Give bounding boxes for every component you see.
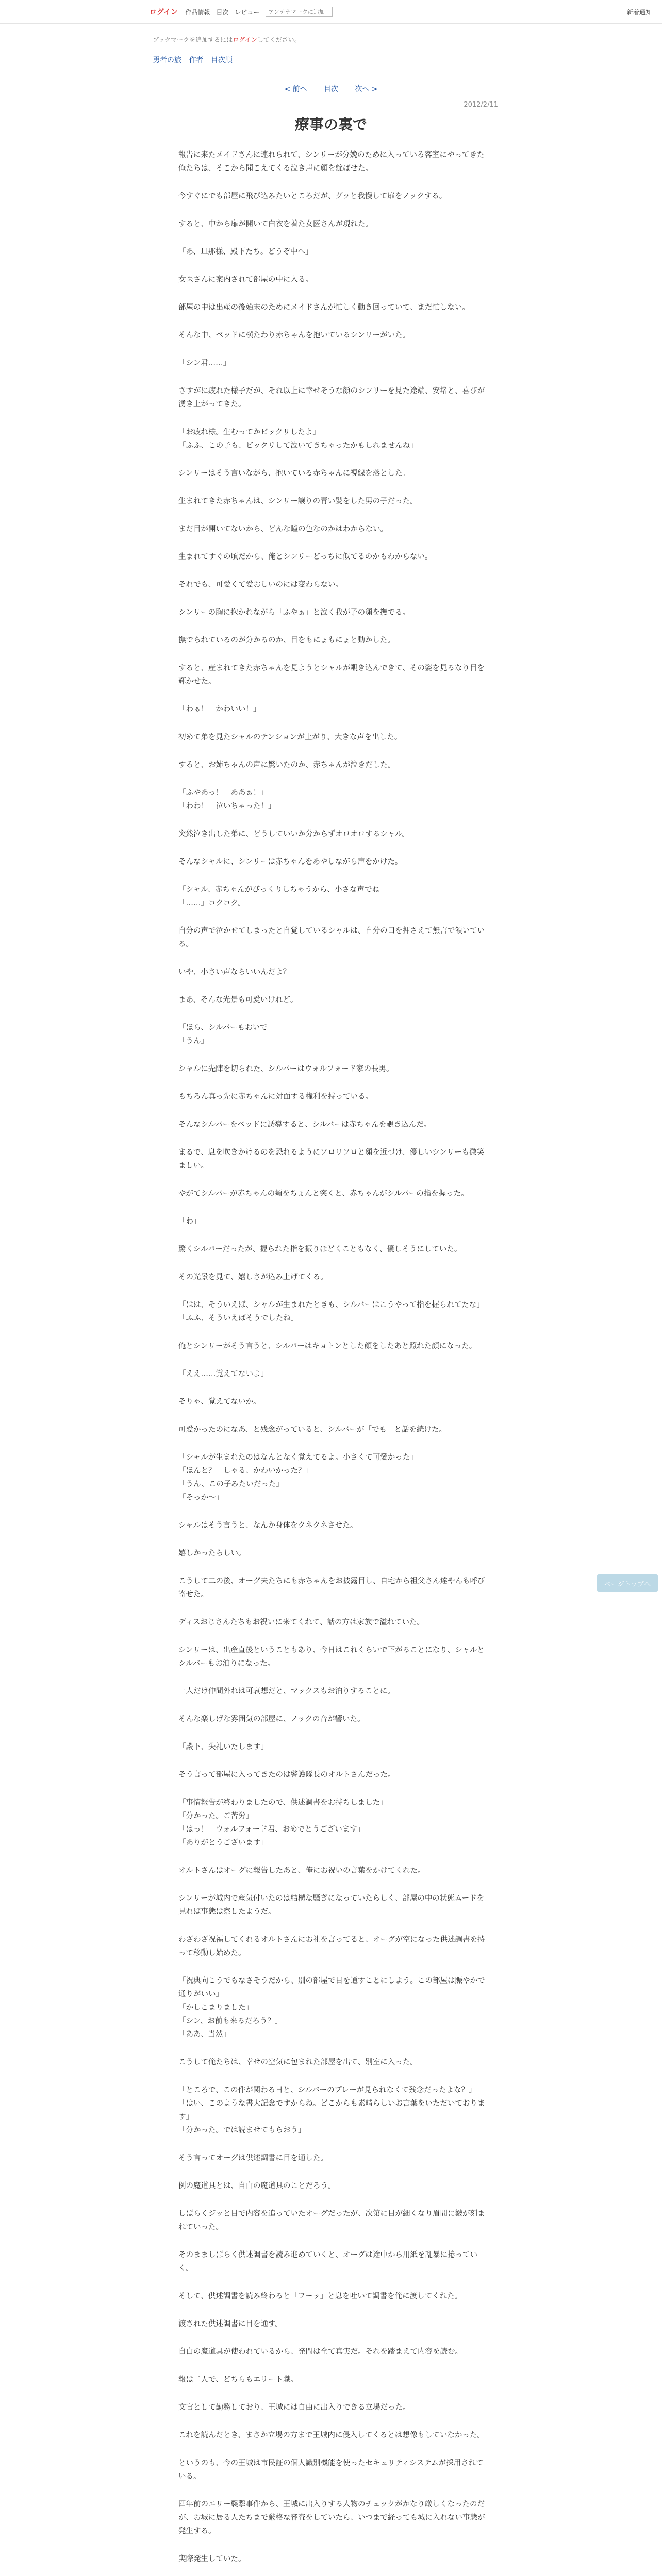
body-paragraph: 一人だけ仲間外れは可哀想だと、マックスもお泊りすることに。 [178,1687,395,1696]
body-paragraph: 突然泣き出した弟に、どうしていいか分からずオロオロするシャル。 [178,830,409,838]
body-paragraph: そんな中、ベッドに横たわり赤ちゃんを抱いているシンリーがいた。 [178,331,410,340]
body-paragraph: 「殿下、失礼いたします」 [178,1743,268,1751]
body-paragraph: 「祝典向こうでもなさそうだから、別の部屋で目を通すことにしよう。この部屋は賑やかで通りがいい」 「かしこまりました」 「シン、お前も来るだろう？」 「ああ、当然」 [178,1977,485,2039]
body-paragraph: 「あ、旦那様、殿下たち。どうぞ中へ」 [178,248,313,256]
body-paragraph: シャルに先陣を切られた、シルバーはウォルフォード家の長男。 [178,1065,394,1073]
body-paragraph: これを読んだとき、まさか立場の方まで王城内に侵入してくるとは想像もしていなかった。 [178,2431,485,2439]
body-paragraph: 「シャルが生まれたのはなんとなく覚えてるよ。小さくて可愛かった」 「ほんと？ しゃる、かわいかった？」 「うん、この子みたいだった」 「そっか～」 [178,1453,418,1502]
new-arrival-link[interactable]: 新着通知 [626,8,652,16]
body-paragraph: もちろん真っ先に赤ちゃんに対面する権利を持っている。 [178,1093,373,1101]
body-paragraph: シンリーは、出産直後ということもあり、今日はこれくらいで下がることになり、シャルとシルバーもお泊りになった。 [178,1646,485,1668]
body-paragraph: ディスおじさんたちもお祝いに来てくれて、話の方は家族で溢れていた。 [178,1618,425,1626]
body-paragraph: というのも、今の王城は市民証の個人識別機能を使ったセキュリティシステムが採用されている。 [178,2459,484,2481]
body-paragraph: 「ふやあっ！ ああぁ！」 「わわ！ 泣いちゃった！」 [178,789,276,810]
body-paragraph: 可愛かったのになあ、と残念がっていると、シルバーが「でも」と話を続けた。 [178,1426,447,1434]
body-paragraph: その光景を見て、嬉しさが込み上げてくる。 [178,1273,328,1281]
body-paragraph: こうして二の後、オーグ夫たちにも赤ちゃんをお披露目し、自宅から祖父さん達やんも呼び寄せた。 [178,1577,485,1599]
body-paragraph: 「シン君……」 [178,359,231,367]
chapter-pager [0,83,662,94]
body-paragraph: 嬉しかったらしい。 [178,1549,246,1557]
body-paragraph: シンリーが城内で産気付いたのは結構な騒ぎになっていたらしく、部屋の中の状態ムードを見れば事態は察したようだ。 [178,1894,485,1916]
body-paragraph: 報告に来たメイドさんに連れられて、シンリーが分娩のために入っている客室にやってきた俺たちは、そこから聞こえてくる泣き声に顔を綻ばせた。 [178,151,485,173]
body-paragraph: 「ほら、シルバーもおいで」 「うん」 [178,1024,275,1045]
body-paragraph: 「わぁ！ かわいい！」 [178,705,261,714]
body-paragraph: そう言って部屋に入ってきたのは警護隊長のオルトさんだった。 [178,1771,395,1779]
body-paragraph: 文官として勤務しており、王城には自由に出入りできる立場だった。 [178,2403,410,2412]
page-top-button[interactable]: ページトップへ [597,1574,658,1592]
prev-chapter-link[interactable]: < 前へ [284,85,307,93]
body-paragraph: 初めて弟を見たシャルのテンションが上がり、大きな声を出した。 [178,733,402,741]
body-paragraph: 「お疲れ様。生むってかビックリしたよ」 「ふふ、この子も、ビックリして泣いてきちゃったかもしれませんね」 [178,428,418,450]
body-paragraph: すると、中から扉が開いて白衣を着た女医さんが現れた。 [178,220,373,228]
body-paragraph: すると、お姉ちゃんの声に驚いたのか、赤ちゃんが泣きだした。 [178,761,395,769]
body-paragraph: そんなシルバーをベッドに誘導すると、シルバーは赤ちゃんを覗き込んだ。 [178,1121,432,1129]
body-paragraph: 生まれてきた赤ちゃんは、シンリー譲りの青い髪をした男の子だった。 [178,497,418,505]
body-paragraph: 例の魔道具とは、自白の魔道具のことだろう。 [178,2182,336,2190]
body-paragraph: 撫でられているのが分かるのか、目をもにょもにょと動かした。 [178,636,395,645]
body-paragraph: 「ところで、この件が関わる日と、シルバーのプレーが見られなくて残念だったよな？」 「はい、このような書大記念ですからね。どこからも素晴らしいお言葉をいただいております」 「分かった。では読ませてもらおう」 [178,2086,485,2134]
body-paragraph: そんな楽しげな雰囲気の部屋に、ノックの音が響いた。 [178,1715,365,1723]
body-paragraph: 自白の魔道具が使われているから、発問は全て真実だ。それを踏まえて内容を読む。 [178,2348,462,2356]
body-paragraph: 渡された供述調書に目を通す。 [178,2320,283,2328]
body-paragraph: 「シャル、赤ちゃんがびっくりしちゃうから、小さな声でね」 「……」コクコク。 [178,886,387,907]
body-paragraph: すると、産まれてきた赤ちゃんを見ようとシャルが覗き込んできて、その姿を見るなり目を輝かせた。 [178,664,485,686]
body-paragraph: そんなシャルに、シンリーは赤ちゃんをあやしながら声をかけた。 [178,858,403,866]
login-link[interactable]: ログイン [150,8,178,16]
series-nav [153,55,238,65]
body-paragraph: 女医さんに案内されて部屋の中に入る。 [178,276,313,284]
notice-login-link[interactable]: ログイン [233,36,257,43]
toc-order-link[interactable]: 目次順 [210,56,233,64]
top-bar-right [627,0,652,24]
body-paragraph: しばらくジッと目で内容を追っていたオーグだったが、次第に目が細くなり眉間に皺が刻まれていった。 [178,2210,485,2231]
body-paragraph: 今すぐにでも部屋に飛び込みたいところだが、グッと我慢して扉をノックする。 [178,192,447,200]
chapter-title: 療事の裏で [294,116,367,133]
publish-date: 2012/2/11 [464,101,498,109]
body-paragraph: 驚くシルバーだったが、握られた指を振りほどくこともなく、優しそうにしていた。 [178,1245,462,1253]
author-link[interactable]: 作者 [189,56,204,64]
toc-link[interactable]: 目次 [324,85,338,93]
body-paragraph: オルトさんはオーグに報告したあと、俺にお祝いの言葉をかけてくれた。 [178,1867,425,1875]
body-paragraph: まるで、息を吹きかけるのを恐れるようにソロリソロと顔を近づけ、優しいシンリーも微笑ましい。 [178,1148,485,1170]
body-paragraph: 「はは、そういえば、シャルが生まれたときも、シルバーはこうやって指を握られてたな」 「ふふ、そういえばそうでしたね」 [178,1301,484,1323]
body-paragraph: そして、供述調書を読み終わると「フーッ」と息を吐いて調書を俺に渡してくれた。 [178,2292,462,2300]
body-paragraph: シャルはそう言うと、なんか身体をクネクネさせた。 [178,1521,358,1530]
body-paragraph: さすがに疲れた様子だが、それ以上に幸せそうな顔のシンリーを見た途端、安堵と、喜びが湧き上がってきた。 [178,387,485,409]
body-paragraph: 「ええ……覚えてないよ」 [178,1370,268,1378]
body-paragraph: 俺とシンリーがそう言うと、シルバーはキョトンとした顔をしたあと照れた顔になった。 [178,1342,477,1350]
body-paragraph: 自分の声で泣かせてしまったと自覚しているシャルは、自分の口を押さえて無言で頷いている。 [178,927,485,948]
body-paragraph: 実際発生していた。 [178,2555,246,2563]
body-paragraph: 生まれてすぐの頃だから、俺とシンリーどっちに似てるのかもわからない。 [178,553,433,561]
body-paragraph: それでも、可愛くて愛おしいのには変わらない。 [178,581,343,589]
body-paragraph: シンリーの胸に抱かれながら「ふやぁ」と泣く我が子の顔を撫でる。 [178,608,410,617]
top-bar [0,0,662,24]
body-paragraph: いや、小さい声ならいいんだよ？ [178,968,291,976]
body-paragraph: 部屋の中は出産の後始末のためにメイドさんが忙しく動き回っていて、まだ忙しない。 [178,303,470,312]
nav-work-info[interactable]: 作品情報 [185,8,210,16]
body-paragraph: 「事情報告が終わりましたので、供述調書をお持ちしました」 「分かった。ご苦労」 「はっ！ ウォルフォード君、おめでとうございます」 「ありがとうございます」 [178,1799,388,1847]
chapter-body [178,148,488,2576]
body-paragraph: そのまましばらく供述調書を読み進めていくと、オーグは途中から用紙を乱暴に捲っていく。 [178,2251,477,2273]
bookmark-input[interactable] [266,7,333,17]
login-notice [153,35,301,44]
next-chapter-link[interactable]: 次へ > [355,85,378,93]
body-paragraph: まだ目が開いてないから、どんな瞳の色なのかはわからない。 [178,525,388,533]
body-paragraph: 報は二人で、どちらもエリート職。 [178,2376,298,2384]
nav-toc[interactable]: 目次 [216,8,229,16]
body-paragraph: そりゃ、覚えてないか。 [178,1398,261,1406]
nav-review[interactable]: レビュー [235,8,260,16]
series-title-link[interactable]: 勇者の旅 [153,56,181,64]
body-paragraph: 「わ」 [178,1217,201,1226]
body-paragraph: 四年前のエリー襲撃事件から、王城に出入りする人物のチェックがかなり厳しくなったのだが、お城に居る人たちまで厳格な審査をしていたら、いつまで経っても城に入れない事態が発生する。 [178,2500,485,2535]
notice-prefix: ブックマークを追加するには [153,36,233,43]
body-paragraph: やがてシルバーが赤ちゃんの頬をちょんと突くと、赤ちゃんがシルバーの指を握った。 [178,1190,469,1198]
body-paragraph: わざわざ祝福してくれるオルトさんにお礼を言ってると、オーグが空になった供述調書を持って移動し始めた。 [178,1936,485,1957]
body-paragraph: こうして俺たちは、幸せの空気に包まれた部屋を出て、別室に入った。 [178,2058,418,2066]
body-paragraph: まあ、そんな光景も可愛いけれど。 [178,996,298,1004]
body-paragraph: シンリーはそう言いながら、抱いている赤ちゃんに視線を落とした。 [178,469,410,478]
notice-suffix: してください。 [257,36,301,43]
top-bar-left [150,0,333,24]
body-paragraph: そう言ってオーグは供述調書に目を通した。 [178,2154,328,2162]
